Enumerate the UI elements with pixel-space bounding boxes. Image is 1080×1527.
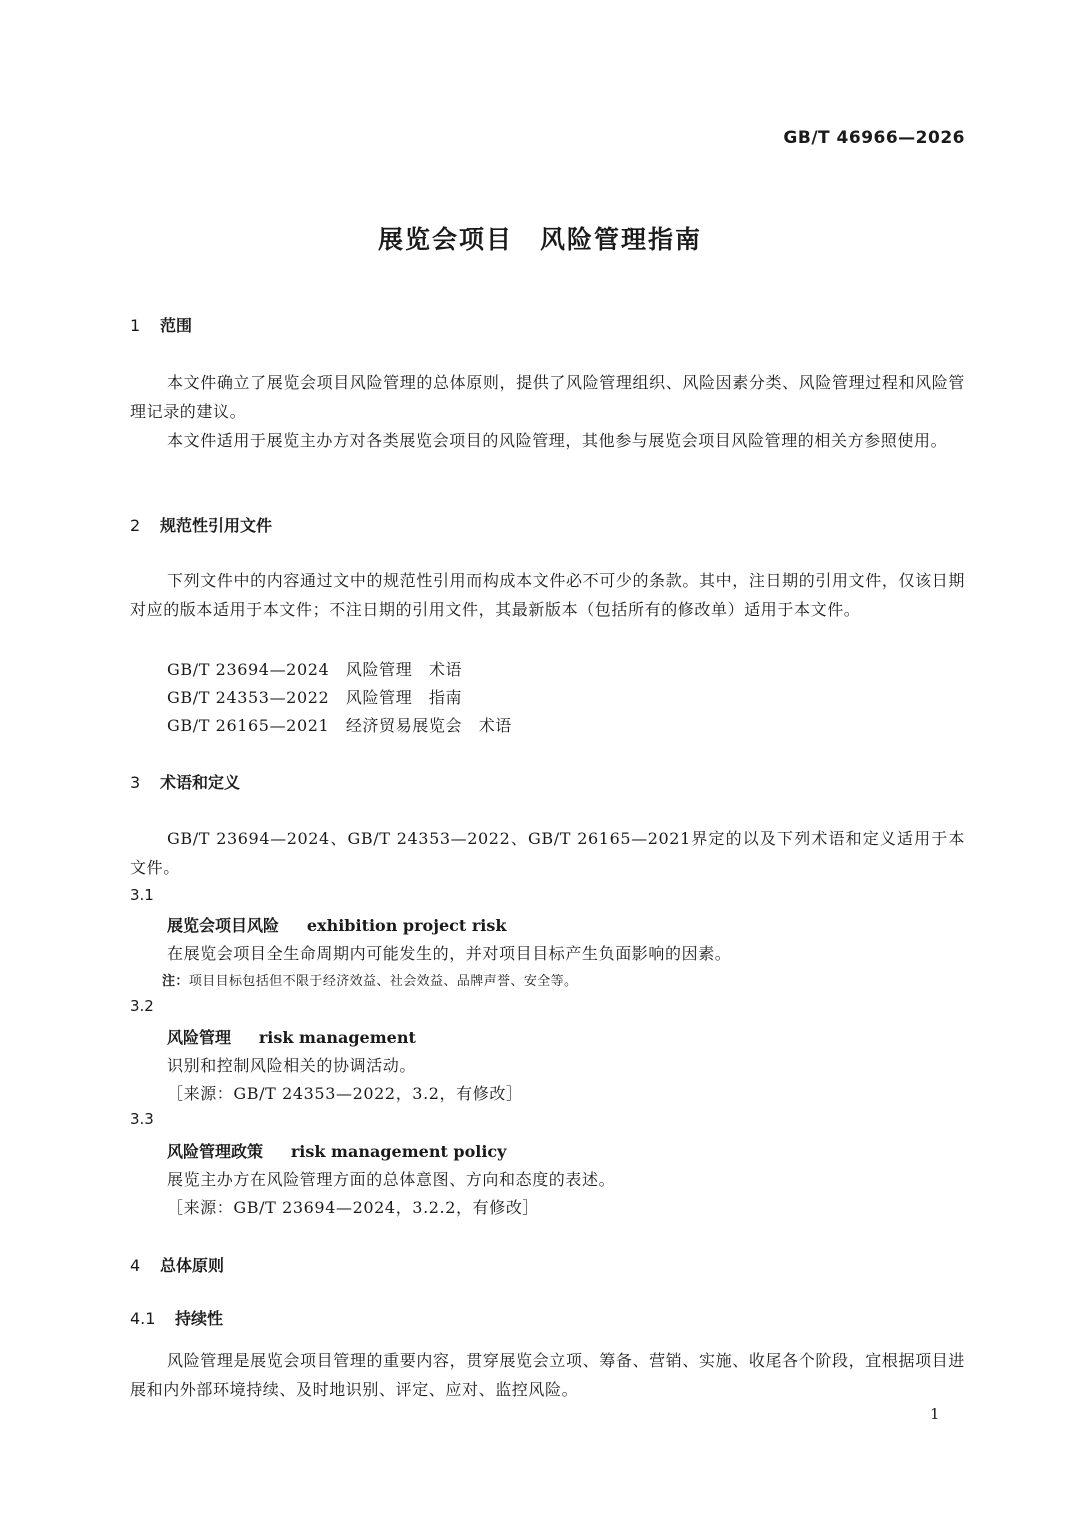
section-number: 1 bbox=[130, 316, 141, 335]
normative-reference: GB/T 24353—2022 风险管理 指南 bbox=[167, 688, 463, 707]
standard-number: GB/T 46966—2026 bbox=[783, 128, 965, 148]
section-3-paragraph: GB/T 23694—2024、GB/T 24353—2022、GB/T 26165—2021界定的以及下列术语和定义适用于本文件。 bbox=[130, 829, 965, 877]
term-chinese: 展览会项目风险 bbox=[167, 916, 280, 935]
term-heading bbox=[167, 1025, 416, 1048]
subsection-title: 持续性 bbox=[175, 1309, 224, 1328]
subsection-4-1-heading bbox=[130, 1306, 223, 1329]
term-number: 3.3 bbox=[130, 1110, 154, 1128]
normative-reference: GB/T 23694—2024 风险管理 术语 bbox=[167, 660, 463, 679]
normative-reference: GB/T 26165—2021 经济贸易展览会 术语 bbox=[167, 716, 512, 735]
document-title: 展览会项目 风险管理指南 bbox=[377, 225, 702, 254]
section-4-heading bbox=[130, 1253, 224, 1276]
subsection-number: 4.1 bbox=[130, 1309, 156, 1328]
term-english: risk management policy bbox=[290, 1142, 507, 1161]
term-number: 3.1 bbox=[130, 886, 154, 904]
term-definition: 识别和控制风险相关的协调活动。 bbox=[167, 1056, 417, 1075]
term-heading bbox=[167, 913, 506, 936]
term-english: exhibition project risk bbox=[306, 916, 507, 935]
term-chinese: 风险管理 bbox=[167, 1028, 232, 1047]
page-number: 1 bbox=[930, 1405, 940, 1423]
section-1-paragraph-1: 本文件确立了展览会项目风险管理的总体原则，提供了风险管理组织、风险因素分类、风险管理过程和风险管理记录的建议。 bbox=[130, 373, 965, 421]
section-2-heading bbox=[130, 513, 272, 536]
note-label: 注： bbox=[162, 974, 189, 989]
section-1-heading bbox=[130, 313, 192, 336]
term-source: ［来源：GB/T 23694—2024，3.2.2，有修改］ bbox=[167, 1198, 540, 1217]
section-number: 4 bbox=[130, 1256, 141, 1275]
note-text: 项目目标包括但不限于经济效益、社会效益、品牌声誉、安全等。 bbox=[188, 974, 578, 989]
term-heading bbox=[167, 1139, 506, 1162]
section-number: 3 bbox=[130, 773, 141, 792]
section-number: 2 bbox=[130, 516, 141, 535]
section-title: 范围 bbox=[160, 316, 193, 335]
section-title: 术语和定义 bbox=[160, 773, 241, 792]
section-2-paragraph: 下列文件中的内容通过文中的规范性引用而构成本文件必不可少的条款。其中，注日期的引用文件，仅该日期对应的版本适用于本文件；不注日期的引用文件，其最新版本（包括所有的修改单）适用于本文件。 bbox=[130, 571, 965, 619]
subsection-4-1-paragraph: 风险管理是展览会项目管理的重要内容，贯穿展览会立项、筹备、营销、实施、收尾各个阶段，宜根据项目进展和内外部环境持续、及时地识别、评定、应对、监控风险。 bbox=[130, 1351, 965, 1399]
section-1-paragraph-2: 本文件适用于展览主办方对各类展览会项目的风险管理，其他参与展览会项目风险管理的相关方参照使用。 bbox=[167, 431, 948, 450]
section-title: 规范性引用文件 bbox=[160, 516, 273, 535]
term-chinese: 风险管理政策 bbox=[167, 1142, 264, 1161]
term-english: risk management bbox=[258, 1028, 416, 1047]
term-definition: 展览主办方在风险管理方面的总体意图、方向和态度的表述。 bbox=[167, 1170, 616, 1189]
term-number: 3.2 bbox=[130, 997, 154, 1015]
term-definition: 在展览会项目全生命周期内可能发生的，并对项目目标产生负面影响的因素。 bbox=[167, 944, 732, 963]
section-3-heading bbox=[130, 770, 240, 793]
section-title: 总体原则 bbox=[160, 1256, 225, 1275]
term-note bbox=[162, 970, 577, 989]
term-source: ［来源：GB/T 24353—2022，3.2，有修改］ bbox=[167, 1084, 523, 1103]
